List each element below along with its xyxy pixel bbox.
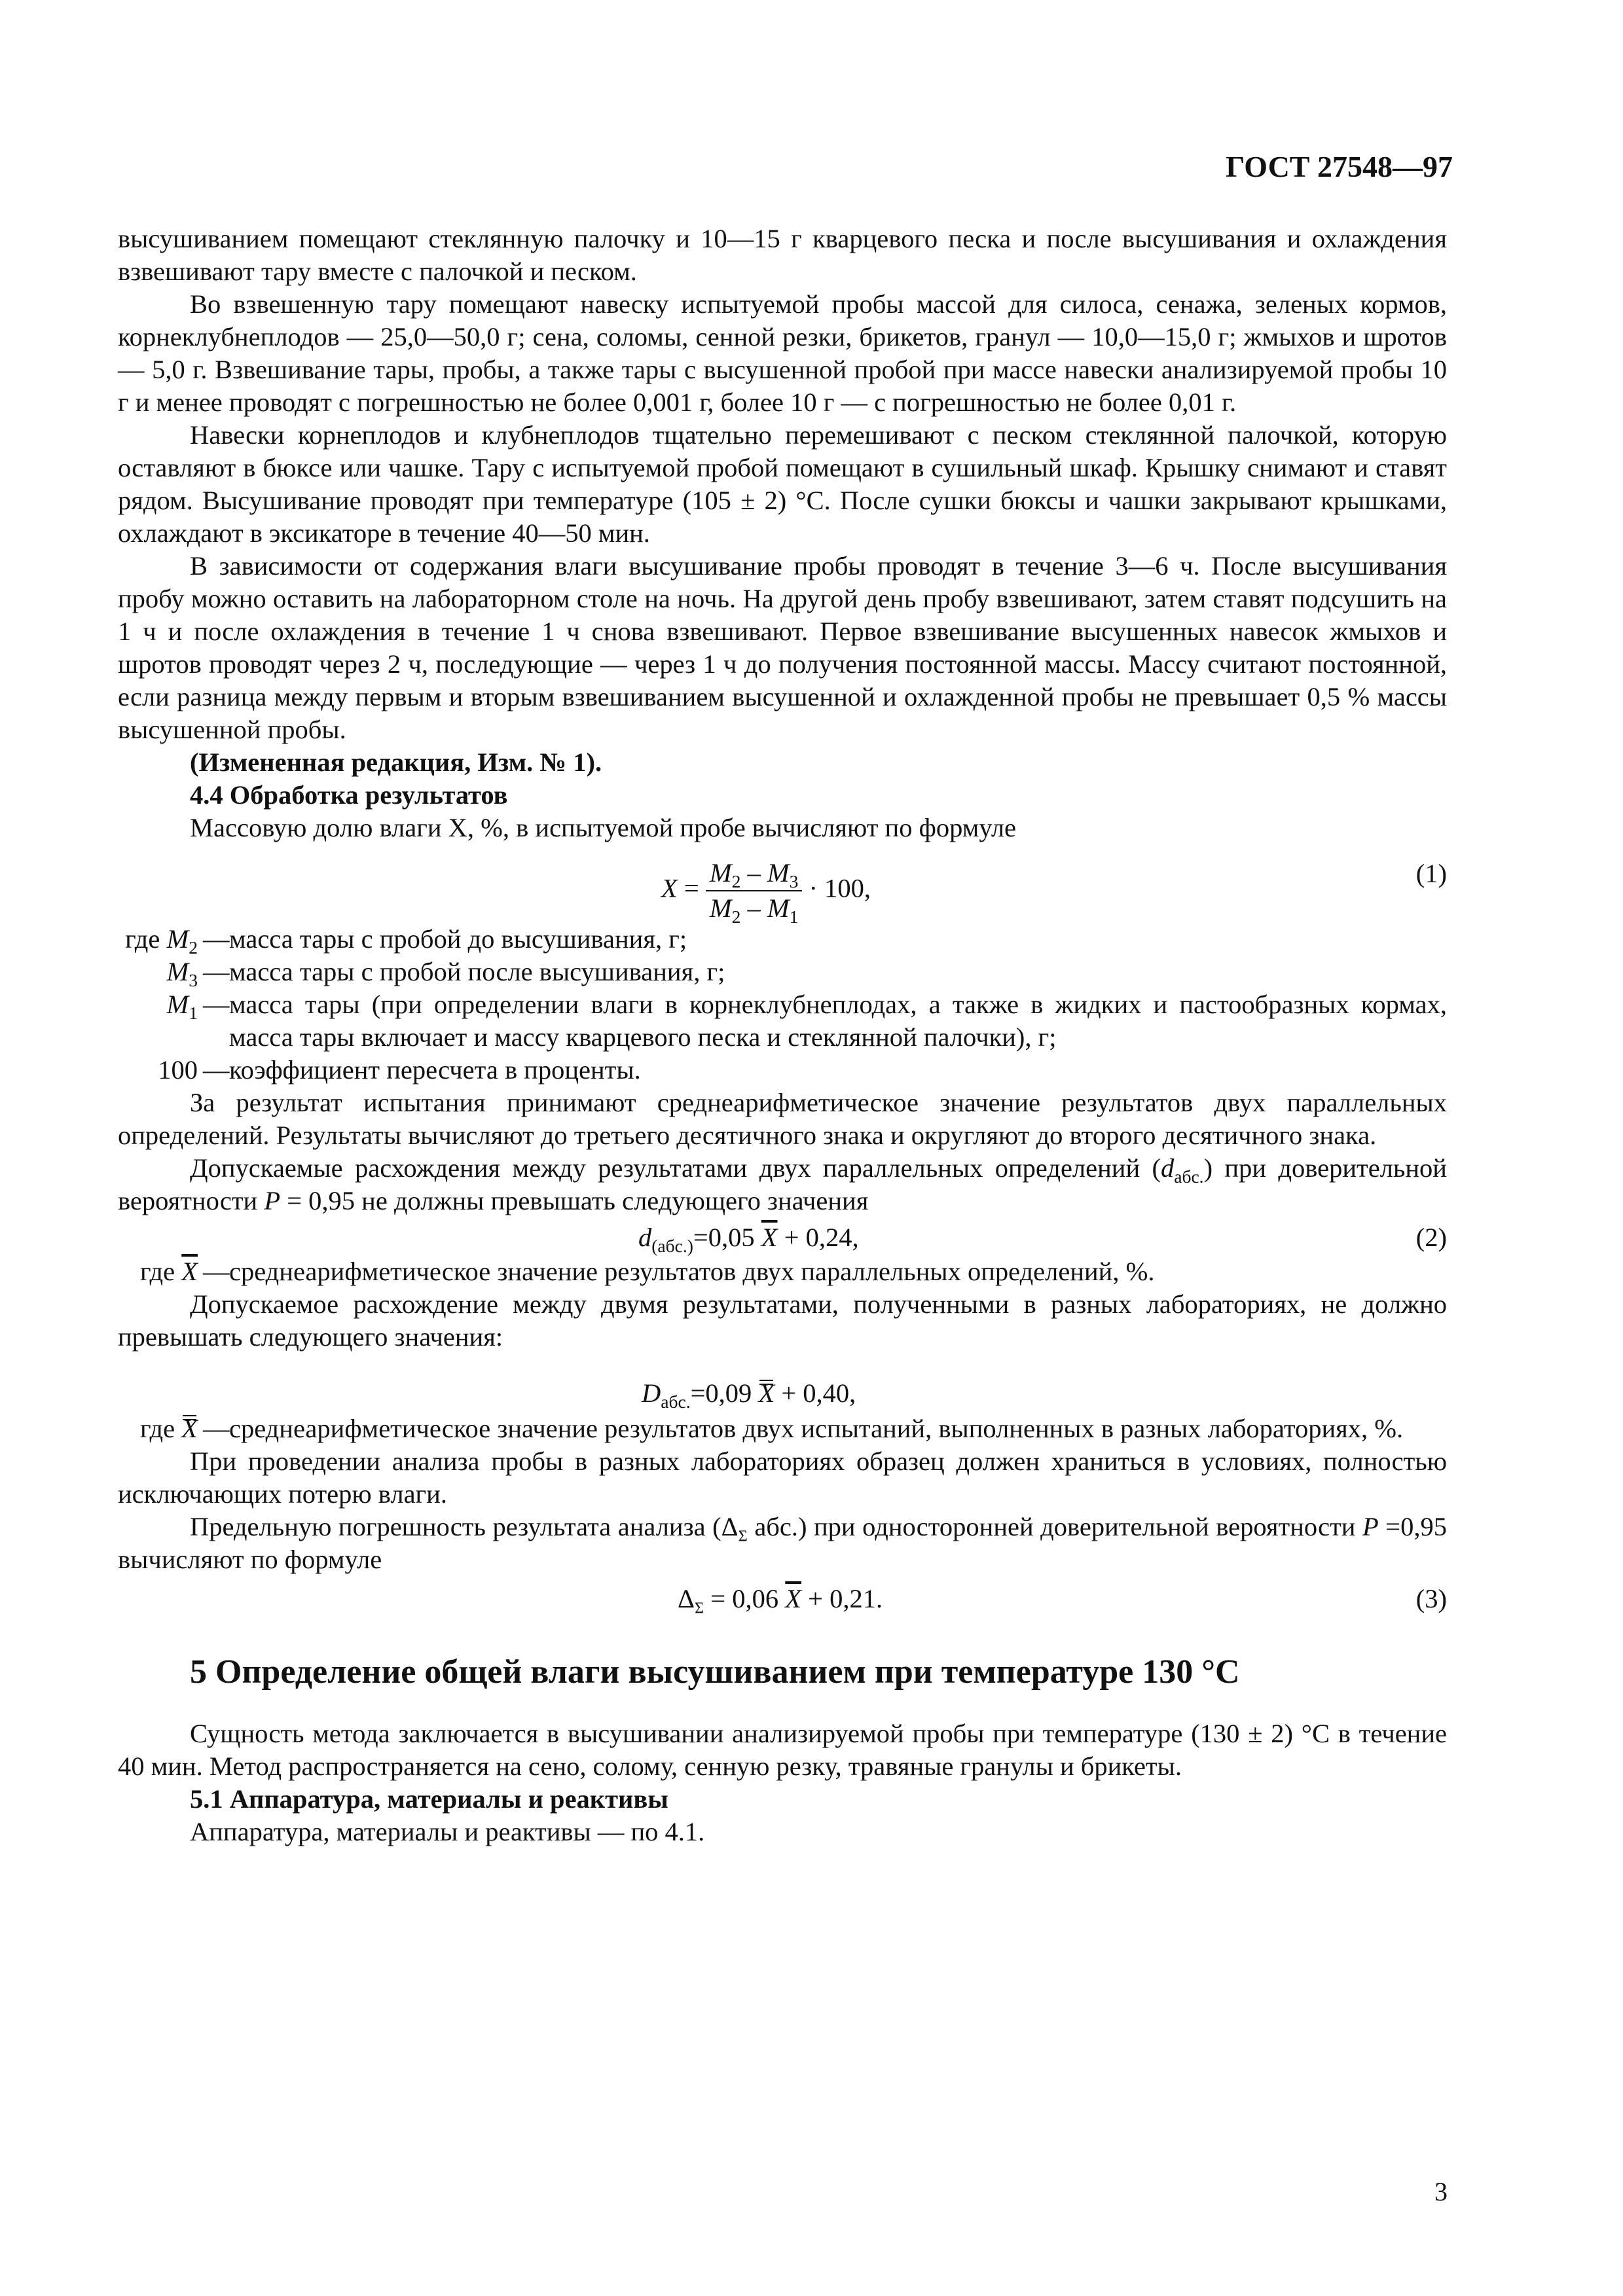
paragraph: При проведении анализа пробы в разных лабораториях образец должен храниться в условиях, полностью исключающих потерю влаги.	[118, 1446, 1447, 1509]
section-heading-5: 5 Определение общей влаги высушиванием при температуре 130 °С	[190, 1653, 1240, 1691]
formula-4	[118, 1576, 1447, 1617]
formula-4-body: $\Delta_\Sigma = 0,06$ $\overline{X} + 0,21$.	[678, 1584, 883, 1617]
where-list: где $M_2$ — масса тары с пробой до высушивания, г; $M_3$ — масса тары с пробой после высушивания, г; $M_1$ — масса тары (при определении влаги в корнеклубнеплодах, а также в жидких и пастообразных кормах, масса тары включает и массу кварцевого песка и стеклянной палочки), г; 100 — коэффициент пересчета в проценты.	[118, 923, 1447, 1086]
subsection-heading-4-4: 4.4 Обработка результатов	[190, 780, 508, 810]
where-definition: масса тары (при определении влаги в корнеклубнеплодах, а также в жидких и пастообразных кормах, масса тары включает и массу кварцевого песка и стеклянной палочки), г;	[229, 990, 1447, 1052]
page-number: 3	[1434, 2177, 1448, 2206]
paragraph: высушиванием помещают стеклянную палочку и 10—15 г кварцевого песка и после высушивания и охлаждения взвешивают тару вместе с палочкой и песком.	[118, 224, 1447, 286]
formula-1-fraction: $\frac{M_2 - M_3}{M_2 - M_1}$	[706, 856, 803, 925]
document-code: ГОСТ 27548—97	[1226, 150, 1453, 183]
where-term: 100	[158, 1055, 198, 1085]
subsection-heading-5-1: 5.1 Аппаратура, материалы и реактивы	[190, 1784, 668, 1814]
where-term: $M_3$	[166, 957, 198, 990]
paragraph: Навески корнеплодов и клубнеплодов тщательно перемешивают с песком стеклянной палочкой, которую оставляют в бюксе или чашке. Тару с испытуемой пробой помещают в сушильный шкаф. Крышку снимают и ставят рядом. Высушивание проводят при температуре (105 ± 2) °С. После сушки бюксы и чашки закрывают крышками, охлаждают в эксикаторе в течение 40—50 мин.	[118, 420, 1447, 548]
paragraph: Сущность метода заключается в высушивании анализируемой пробы при температуре (130 ± 2) °С в течение 40 мин. Метод распространяется на сено, солому, сенную резку, травяные гранулы и брикеты.	[118, 1719, 1447, 1781]
where-xdbar: где X — среднеарифметическое значение результатов двух испытаний, выполненных в разных лабораториях, %.	[118, 1412, 1447, 1445]
formula-2	[118, 1217, 1447, 1255]
where-term: где $M_2$	[125, 924, 198, 958]
paragraph: Допускаемые расхождения между результатами двух параллельных определений $(d_{абс.})$ при доверительной вероятности P = 0,95 не должны превышать следующего значения	[118, 1153, 1447, 1215]
where-definition: масса тары с пробой до высушивания, г;	[229, 924, 687, 954]
paragraph: Предельную погрешность результата анализа ($\Delta_\Sigma$ абс.) при односторонней доверительной вероятности P =0,95 вычисляют по формуле	[118, 1512, 1448, 1574]
formula-1-body: X = $\frac{M_2 - M_3}{M_2 - M_1}$ · 100,	[661, 856, 871, 925]
where-definition: масса тары с пробой после высушивания, г;	[229, 957, 725, 986]
paragraph: За результат испытания принимают среднеарифметическое значение результатов двух параллельных определений. Результаты вычисляют до третьего десятичного знака и округляют до второго десятичного знака.	[118, 1088, 1447, 1150]
formula-3-body: $D_{абс.}=0,09$ X + 0,40,	[642, 1378, 856, 1412]
amendment-note: (Измененная редакция, Изм. № 1).	[190, 747, 602, 777]
where-term: $M_1$	[166, 990, 198, 1023]
paragraph: Массовую долю влаги X, %, в испытуемой пробе вычисляют по формуле	[190, 813, 1017, 842]
paragraph: Аппаратура, материалы и реактивы — по 4.1.	[190, 1817, 705, 1846]
paragraph: В зависимости от содержания влаги высушивание пробы проводят в течение 3—6 ч. После высушивания пробу можно оставить на лабораторном столе на ночь. На другой день пробу взвешивают, затем ставят подсушить на 1 ч и после охлаждения в течение 1 ч снова взвешивают. Первое взвешивание высушенных навесок жмыхов и шротов проводят через 2 ч, последующие — через 1 ч до получения постоянной массы. Массу считают постоянной, если разница между первым и вторым взвешиванием высушенной и охлажденной пробы не превышает 0,5 % массы высушенной пробы.	[118, 551, 1447, 744]
formula-1-number: (1)	[1415, 859, 1447, 888]
formula-2-body: $d_{(абс.)}=0,05$ $\overline{X} + 0,24$,	[638, 1223, 859, 1256]
formula-2-number: (2)	[1415, 1223, 1447, 1252]
formula-1	[118, 844, 1447, 927]
page-content	[118, 223, 1447, 1848]
paragraph: Допускаемое расхождение между двумя результатами, полученными в разных лабораториях, не должно превышать следующего значения:	[118, 1289, 1447, 1352]
where-xbar: где $\overline{X}$ — среднеарифметическое значение результатов двух параллельных определений, %.	[139, 1257, 1155, 1286]
formula-3	[118, 1354, 1447, 1412]
paragraph: Во взвешенную тару помещают навеску испытуемой пробы массой для силоса, сенажа, зеленых кормов, корнеклубнеплодов — 25,0—50,0 г; сена, соломы, сенной резки, брикетов, гранул — 10,0—15,0 г; жмыхов и шротов — 5,0 г. Взвешивание тары, пробы, а также тары с высушенной пробой при массе навески анализируемой пробы 10 г и менее проводят с погрешностью не более 0,001 г, более 10 г — с погрешностью не более 0,01 г.	[118, 289, 1447, 417]
formula-4-number: (3)	[1415, 1584, 1447, 1613]
where-definition: коэффициент пересчета в проценты.	[229, 1055, 641, 1085]
